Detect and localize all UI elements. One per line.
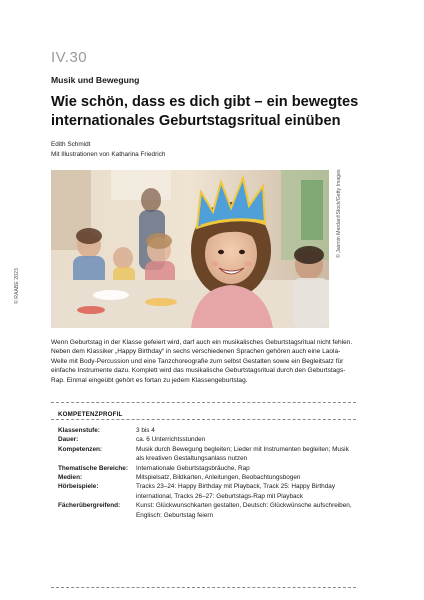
profile-value: Mitspielsatz, Bildkarten, Anleitungen, Beobachtungsbogen — [136, 474, 301, 482]
profile-row — [58, 464, 358, 473]
divider — [51, 587, 356, 588]
profile-row — [58, 435, 358, 444]
profile-label: Kompetenzen: — [58, 445, 103, 453]
profile-label: Fächerübergreifend: — [58, 502, 121, 510]
profile-row — [58, 501, 358, 520]
competence-profile — [58, 426, 358, 520]
profile-row — [58, 482, 358, 501]
profile-heading: KOMPETENZPROFIL — [58, 411, 123, 418]
divider — [51, 402, 356, 403]
topic-label: Musik und Bewegung — [51, 75, 140, 85]
profile-value: 3 bis 4 — [136, 427, 155, 434]
illustrator-credit: Mit Illustrationen von Katharina Friedrich — [51, 150, 166, 158]
profile-value: Tracks 23–24: Happy Birthday mit Playback, Track 25: Happy Birthday international, Tracks 26–27: Geburtstags-Rap mit Playback — [136, 483, 336, 500]
author-name: Edith Schmidt — [51, 141, 91, 148]
intro-paragraph: Wenn Geburtstag in der Klasse gefeiert wird, darf auch ein musikalisches Geburtstagsritual nicht fehlen. Neben dem Klassiker „Happy Birthday“ in sechs verschiedenen Sprachen gehören auch eine Laola-Welle mit Body-Percussion und eine Tanzchoreografie zum selbst Gestalten sowie ein Begleitsatz für einfache Instrumente dazu. Komplett wird das musikalische Geburtstagsritual durch den Geburtstags-Rap. Einmal eingeübt gehört es fortan zu jedem Klassengeburtstag. — [51, 339, 353, 384]
divider — [51, 419, 356, 420]
photo-credit: © Jasmin Merdan/iStock/Getty Images — [336, 169, 342, 258]
profile-row — [58, 445, 358, 464]
profile-label: Medien: — [58, 474, 83, 482]
profile-label: Hörbeispiele: — [58, 483, 99, 491]
profile-row — [58, 473, 358, 482]
profile-row — [58, 426, 358, 435]
profile-value: Kunst: Glückwunschkarten gestalten, Deutsch: Glückwünsche aufschreiben, Englisch: Geburtstag feiern — [136, 502, 352, 519]
profile-value: Internationale Geburtstagsbräuche, Rap — [136, 464, 250, 472]
profile-value: Musik durch Bewegung begleiten; Lieder mit Instrumenten begleiten; Musik als kreativen Gestaltungsanlass nutzen — [136, 445, 349, 463]
profile-label: Dauer: — [58, 436, 79, 444]
copyright-notice: © RAABE 2023 — [14, 268, 20, 304]
page-title: Wie schön, dass es dich gibt – ein bewegtes internationales Geburtstagsritual einüben — [51, 94, 359, 129]
section-code: IV.30 — [51, 49, 88, 66]
cover-photo — [51, 170, 329, 328]
profile-value: ca. 6 Unterrichtsstunden — [136, 436, 206, 444]
profile-label: Thematische Bereiche: — [58, 464, 128, 472]
profile-label: Klassenstufe: — [58, 427, 100, 434]
author-block — [51, 140, 165, 159]
